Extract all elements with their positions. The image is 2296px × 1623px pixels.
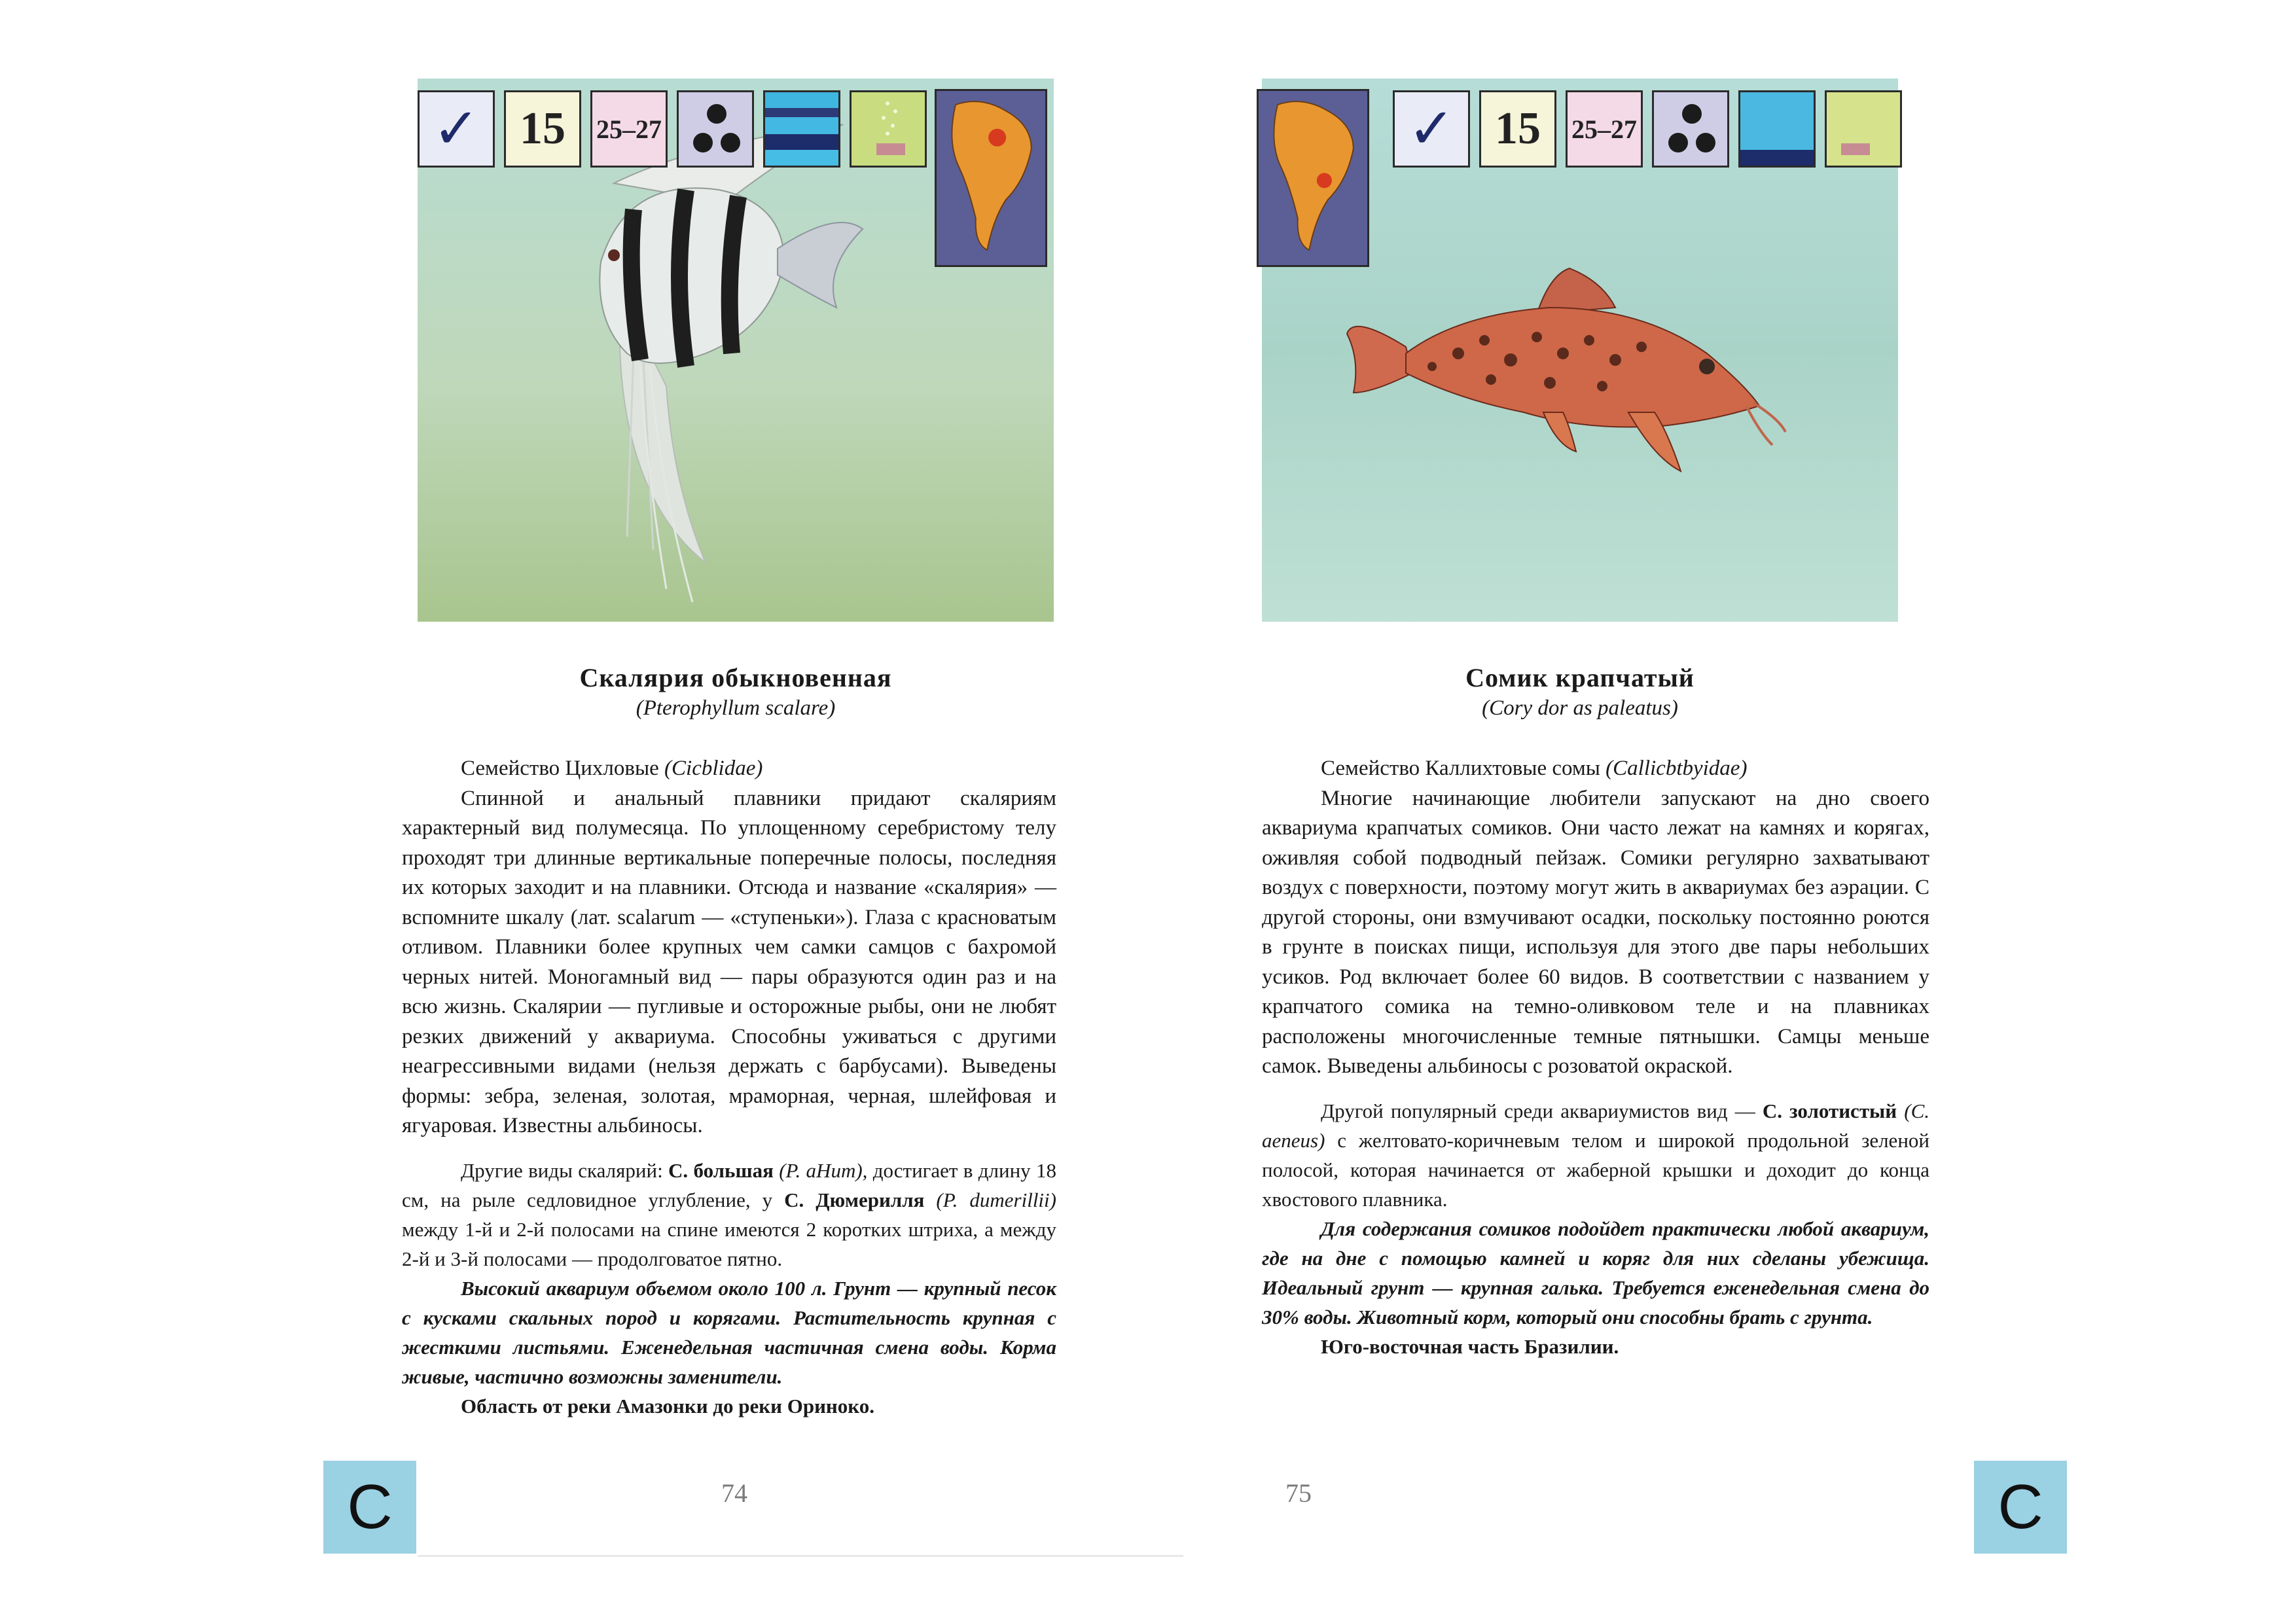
check-icon [1393, 90, 1470, 168]
food-icon [1825, 90, 1902, 168]
temperature-value: 25–27 [596, 114, 662, 144]
right-page [1148, 0, 2296, 1623]
water-layer-icon [1738, 90, 1816, 168]
family-line: Семейство Цихловые (Cicblidae) [461, 757, 763, 780]
group-dots-icon [677, 90, 754, 168]
water-layer-icon [763, 90, 840, 168]
south-america-map-icon [1257, 89, 1369, 267]
size-icon [504, 90, 581, 168]
other-species-paragraph: Другие виды скалярий: С. большая (P. aHum), достигает в длину 18 см, на рыле седловидное углубление, у С. Дюмерилля (P. dumerillii) между 1-й и 2-й полосами на спине имеются 2 коротких штриха, а между 2-й и 3-й полосами — продолговатое пятно. [402, 1158, 1056, 1270]
bottom-rule [418, 1555, 1183, 1557]
group-dots-icon [1652, 90, 1729, 168]
species-title: Сомик крапчатый [1465, 663, 1695, 692]
family-line: Семейство Каллихтовые сомы (Callicbtbyidae) [1321, 757, 1748, 780]
size-value: 15 [1495, 103, 1541, 154]
south-america-map-icon [935, 89, 1047, 267]
parameter-icons [418, 90, 927, 170]
care-paragraph: Высокий аквариум объемом около 100 л. Грунт — крупный песок с кусками скальных пород и корягами. Растительность крупная с жесткими листьями. Еженедельная частичная смена воды. Корма живые, частично возможны заменители. [402, 1276, 1056, 1388]
temperature-value: 25–27 [1571, 114, 1637, 144]
description-paragraph: Спинной и анальный плавники придают скаляриям характерный вид полумесяца. По уплощенному серебристому телу проходят три длинные вертикальные поперечные полосы, последняя их которых заходит и на плавники. Отсюда и название «скалярия» — вспомните шкалу (лат. scalarum — «ступеньки»). Глаза с красноватым отливом. Плавники более крупных чем самки самцов с бахромой черных нитей. Моногамный вид — пары образуются один раз и на всю жизнь. Скалярии — пугливые и осторожные рыбы, они не любят резких движений у аквариума. Способны уживаться с другими неагрессивными видами (нельзя держать с барбусами). Выведены формы: зебра, зеленая, золотая, мраморная, черная, шлейфовая и ягуаровая. Известны альбиносы. [402, 786, 1056, 1137]
species-latin-name: (Cory dor as paleatus) [1482, 696, 1678, 720]
parameter-icons [1393, 90, 1902, 170]
description-paragraph: Многие начинающие любители запускают на дно своего аквариума крапчатых сомиков. Они часто лежат на камнях и корягах, оживляя собой подводный пейзаж. Сомики регулярно захватывают воздух с поверхности, поэтому могут жить в аквариумах без аэрации. С другой стороны, они взмучивают осадки, поскольку постоянно роются в грунте в поисках пищи, используя для этого две пары небольших усиков. Род включает более 60 видов. В соответствии с названием у крапчатого сомика на темно-оливковом теле и на плавниках расположены многочисленные темные пятнышки. Самцы меньше самок. Выведены альбиносы с розоватой окраской. [1262, 786, 1929, 1078]
range-line: Область от реки Амазонки до реки Ориноко. [461, 1394, 874, 1418]
check-icon [418, 90, 495, 168]
section-letter-tab: С [1974, 1461, 2067, 1554]
species-title: Скалярия обыкновенная [579, 663, 892, 692]
species-latin-name: (Pterophyllum scalare) [636, 696, 836, 720]
size-value: 15 [520, 103, 565, 154]
page-number: 75 [1285, 1478, 1312, 1508]
section-letter-tab: С [323, 1461, 416, 1554]
temperature-icon [590, 90, 668, 168]
species-description [1262, 754, 1929, 1361]
size-icon [1479, 90, 1556, 168]
page-number: 74 [721, 1478, 747, 1508]
check-mark: ✓ [1407, 96, 1456, 162]
temperature-icon [1566, 90, 1643, 168]
food-icon [850, 90, 927, 168]
other-species-paragraph: Другой популярный среди аквариумистов вид — С. золотистый (С. aeneus) с желтовато-коричневым телом и широкой продольной зеленой полосой, которая начинается от жаберной крышки и доходит до конца хвостового плавника. [1262, 1099, 1929, 1211]
range-line: Юго-восточная часть Бразилии. [1321, 1334, 1619, 1358]
care-paragraph: Для содержания сомиков подойдет практически любой аквариум, где на дне с помощью камней и коряг для них сделаны убежища. Идеальный грунт — крупная галька. Требуется еженедельная смена до 30% воды. Животный корм, который они способны брать с грунта. [1262, 1217, 1929, 1329]
check-mark: ✓ [432, 96, 480, 162]
species-description [402, 754, 1056, 1421]
